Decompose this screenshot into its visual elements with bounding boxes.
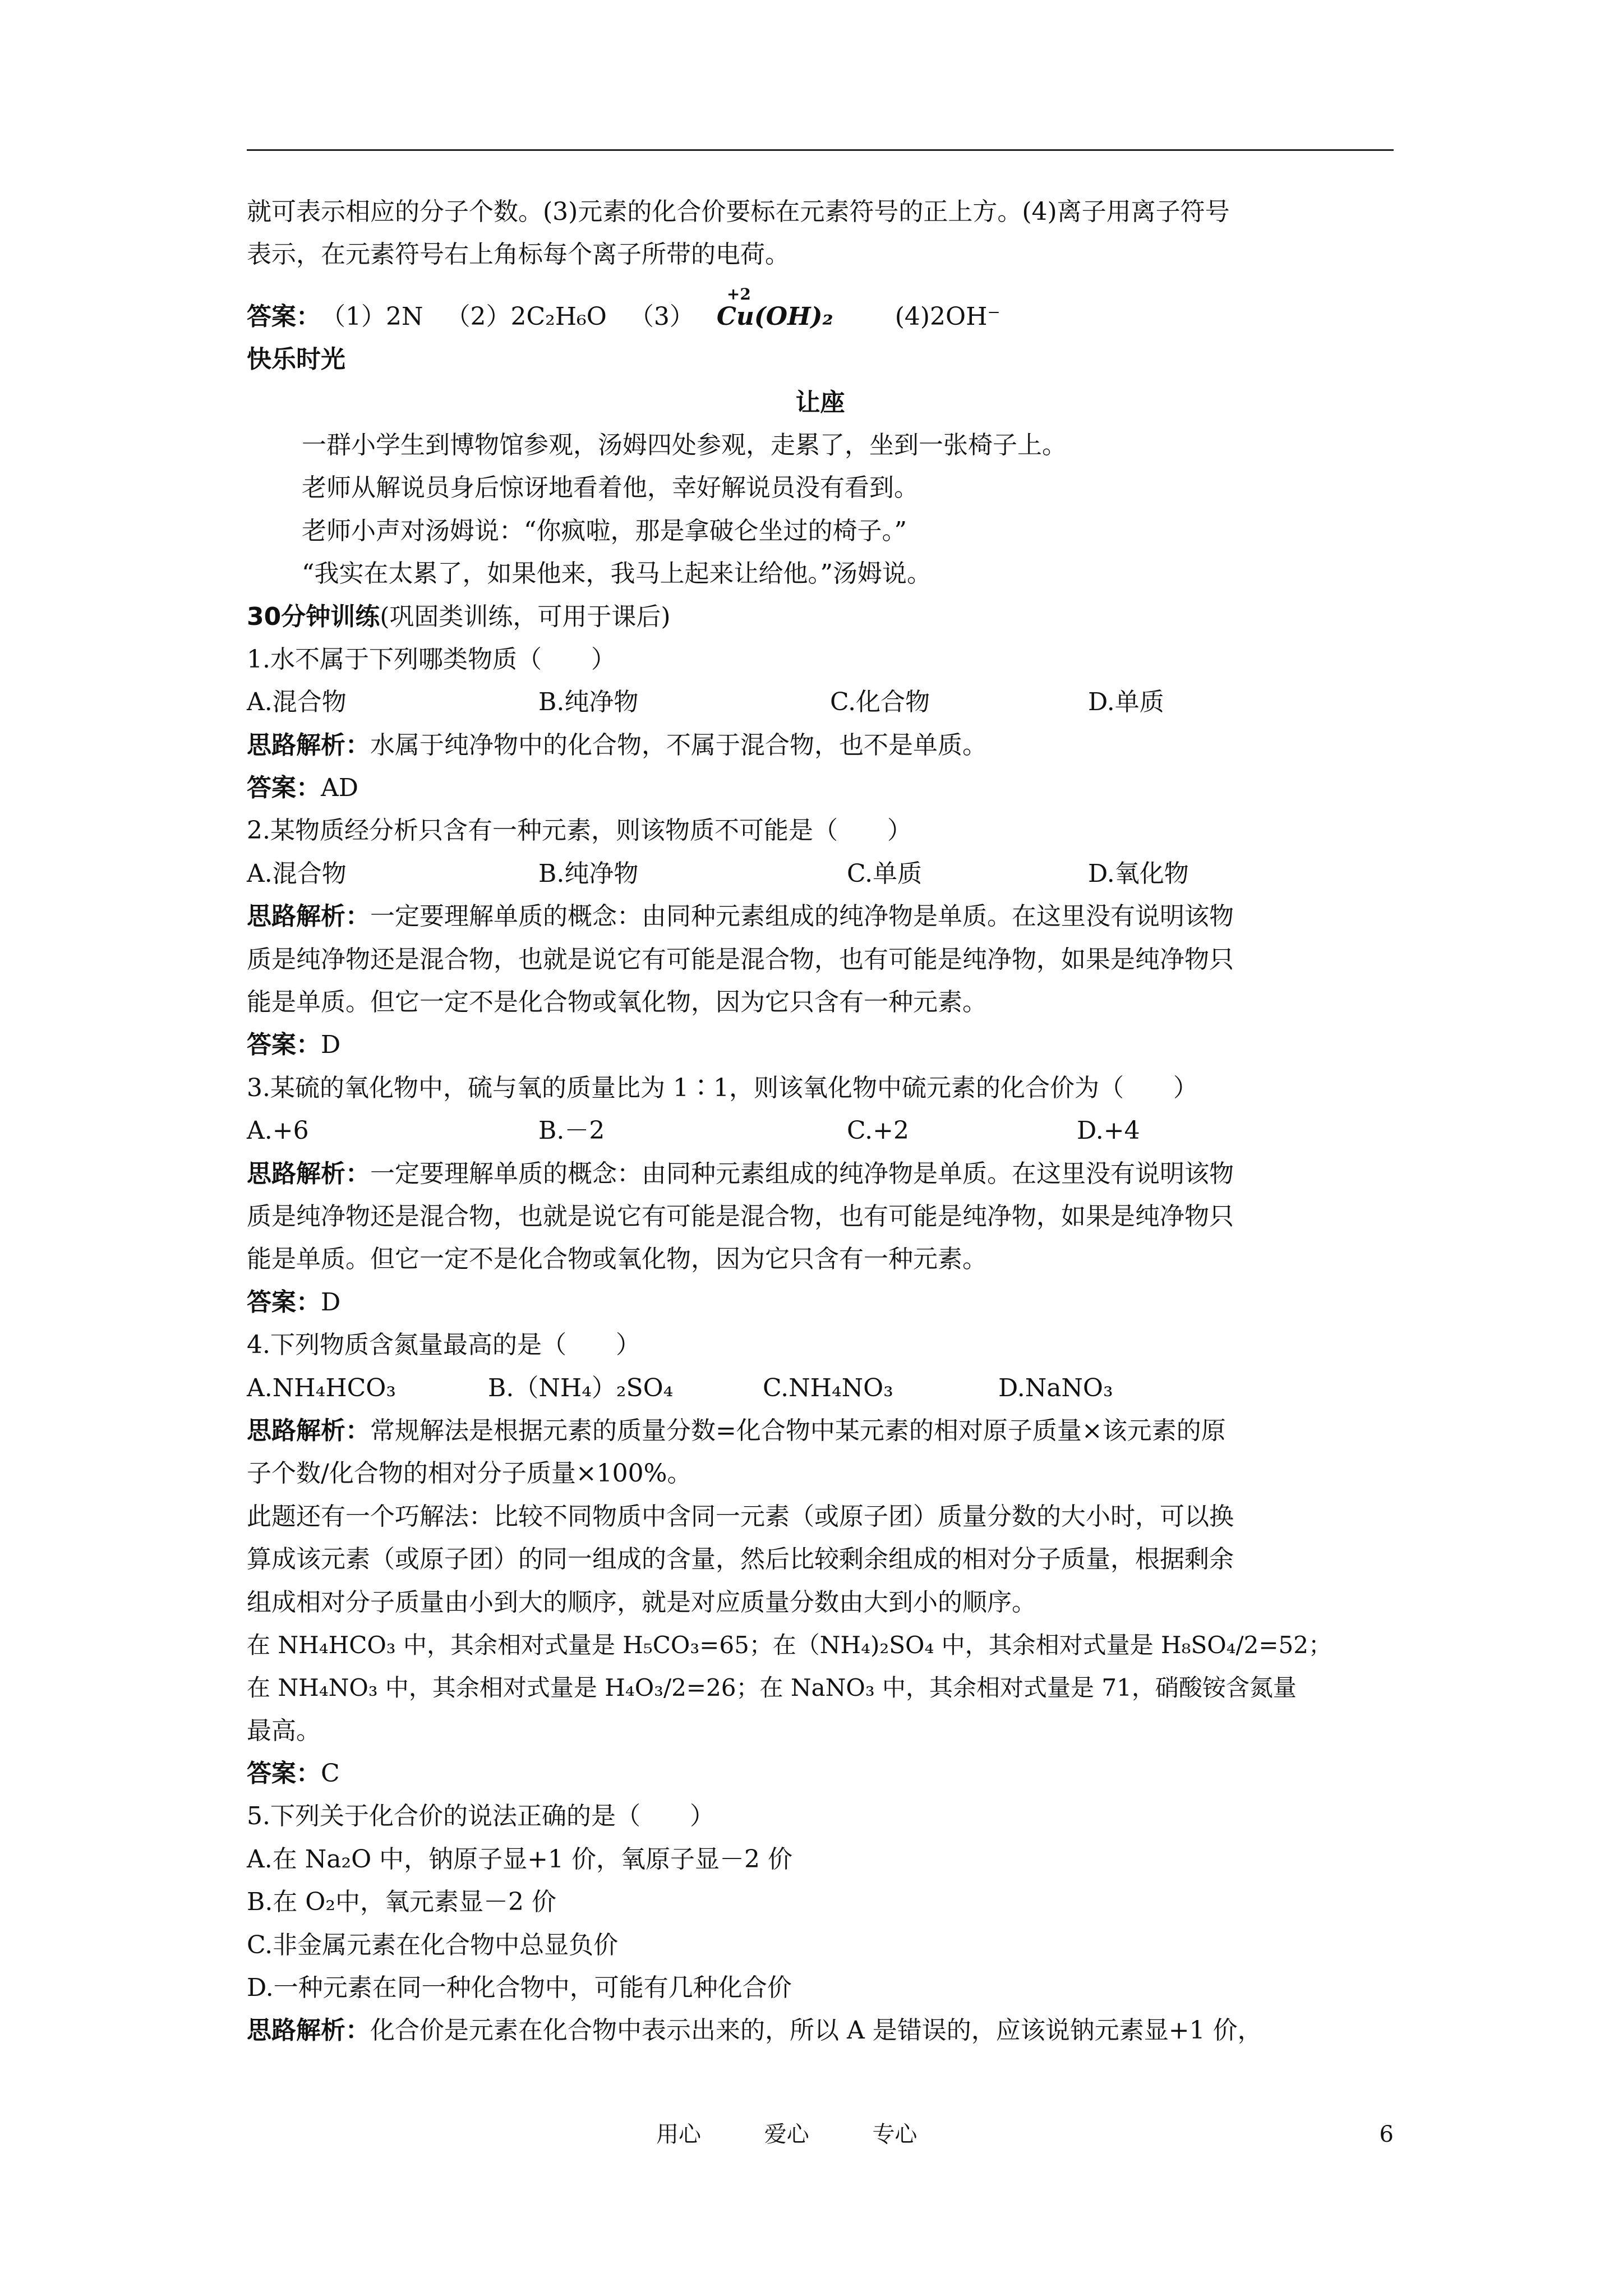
question-5: 5.下列关于化合价的说法正确的是（ ） [247,1802,714,1831]
answer-value: AD [321,774,359,803]
answer-1: （1）2N [321,302,423,331]
text-line: 表示，在元素符号右上角标每个离子所带的电荷。 [247,240,790,269]
header-rule [247,149,1394,151]
answer-label: 答案： [247,1287,321,1317]
answer-3-prefix: （3） [629,302,694,331]
story-line: 老师小声对汤姆说：“你疯啦，那是拿破仑坐过的椅子。” [302,516,907,545]
analysis-label: 思路解析： [247,902,370,931]
training-heading-note: (巩固类训练，可用于课后) [380,602,671,631]
option-a: A.在 Na₂O 中，钠原子显+1 价，氧原子显－2 价 [247,1844,793,1874]
option-c: C.单质 [847,859,923,888]
option-d: D.一种元素在同一种化合物中，可能有几种化合价 [247,1973,792,2003]
analysis-label: 思路解析： [247,1159,370,1188]
answer-label: 答案： [247,1759,321,1788]
answer-line [247,767,1394,809]
answer-4: (4)2OH⁻ [895,302,1000,331]
page-content [247,191,1394,2053]
option-a: A.+6 [247,1116,309,1145]
question-3: 3.某硫的氧化物中，硫与氧的质量比为 1∶1，则该氧化物中硫元素的化合价为（ ） [247,1073,1198,1102]
analysis-line [247,1153,1394,1195]
story-line: 老师从解说员身后惊讶地看着他，幸好解说员没有看到。 [302,473,919,503]
analysis-line [247,2009,1394,2052]
answer-3 [629,284,878,338]
text-line: 最高。 [247,1716,321,1745]
answer-line [247,1024,1394,1066]
text-line: 能是单质。但它一定不是化合物或氧化物，因为它只含有一种元素。 [247,988,987,1017]
answer-value: D [321,1287,341,1317]
footer-motto-3: 专心 [872,2122,917,2147]
question-2: 2.某物质经分析只含有一种元素，则该物质不可能是（ ） [247,816,912,845]
option-a: A.混合物 [247,688,347,717]
analysis-label: 思路解析： [247,2016,370,2045]
text-line: 质是纯净物还是混合物，也就是说它有可能是混合物，也有可能是纯净物，如果是纯净物只 [247,1202,1234,1231]
analysis-text: 化合价是元素在化合物中表示出来的，所以 A 是错误的，应该说钠元素显+1 价， [370,2016,1262,2045]
option-a: A.混合物 [247,859,347,888]
page-number: 6 [1379,2122,1394,2147]
text-line: 组成相对分子质量由小到大的顺序，就是对应质量分数由大到小的顺序。 [247,1588,1036,1617]
calc-line: 在 NH₄HCO₃ 中，其余相对式量是 H₅CO₃=65；在（NH₄)₂SO₄ 中，其余相对式量是 H₈SO₄/2=52； [247,1631,1332,1659]
answer-line [247,1281,1394,1324]
calc-line: 在 NH₄NO₃ 中，其余相对式量是 H₄O₃/2=26；在 NaNO₃ 中，其余相对式量是 71，硝酸铵含氮量 [247,1674,1297,1702]
story-line: “我实在太累了，如果他来，我马上起来让给他。”汤姆说。 [302,559,932,588]
answer-label: 答案： [247,1030,321,1060]
text-line: 能是单质。但它一定不是化合物或氧化物，因为它只含有一种元素。 [247,1245,987,1274]
training-heading [247,596,1394,638]
story-line: 一群小学生到博物馆参观，汤姆四处参观，走累了，坐到一张椅子上。 [302,430,1067,459]
footer-motto [656,2118,973,2151]
answer-row [247,284,1394,338]
answer-label: 答案： [247,302,321,331]
question-4-options [247,1367,1394,1410]
text-line: 此题还有一个巧解法：比较不同物质中含同一元素（或原子团）质量分数的大小时，可以换 [247,1502,1234,1531]
analysis-text: 水属于纯净物中的化合物，不属于混合物，也不是单质。 [370,730,987,760]
option-c: C.NH₄NO₃ [763,1373,893,1402]
answer-2: （2）2C₂H₆O [445,302,607,331]
option-b: B.－2 [538,1116,605,1145]
analysis-text: 常规解法是根据元素的质量分数=化合物中某元素的相对原子质量×该元素的原 [370,1416,1226,1445]
question-1-options [247,681,1394,724]
analysis-line [247,895,1394,938]
section-heading: 快乐时光 [247,345,345,374]
text-line: 子个数/化合物的相对分子质量×100%。 [247,1459,692,1488]
answer-label: 答案： [247,774,321,803]
option-b: B.（NH₄）₂SO₄ [488,1373,674,1402]
question-3-options [247,1110,1394,1152]
question-2-options [247,853,1394,895]
question-1: 1.水不属于下列哪类物质（ ） [247,645,616,674]
option-d: D.+4 [1077,1116,1140,1145]
option-b: B.纯净物 [538,859,639,888]
question-4: 4.下列物质含氮量最高的是（ ） [247,1331,640,1360]
analysis-label: 思路解析： [247,730,370,760]
text-line: 算成该元素（或原子团）的同一组成的含量，然后比较剩余组成的相对分子质量，根据剩余 [247,1545,1234,1574]
analysis-line [247,1410,1394,1452]
footer-motto-2: 爱心 [764,2122,809,2147]
option-b: B.纯净物 [538,688,639,717]
footer-motto-1: 用心 [656,2122,701,2147]
option-d: D.单质 [1088,688,1164,717]
text-line: 就可表示相应的分子个数。(3)元素的化合价要标在元素符号的正上方。(4)离子用离子符号 [247,197,1230,226]
analysis-text: 一定要理解单质的概念：由同种元素组成的纯净物是单质。在这里没有说明该物 [370,1159,1234,1188]
training-heading-bold: 30分钟训练 [247,602,380,631]
option-b: B.在 O₂中，氧元素显－2 价 [247,1888,556,1917]
valence-mark: +2 [726,284,751,303]
analysis-line [247,724,1394,767]
option-a: A.NH₄HCO₃ [247,1373,396,1402]
option-c: C.+2 [847,1116,909,1145]
text-line: 质是纯净物还是混合物，也就是说它有可能是混合物，也有可能是纯净物，如果是纯净物只 [247,945,1234,974]
option-c: C.非金属元素在化合物中总显负价 [247,1930,619,1959]
option-d: D.氧化物 [1088,859,1189,888]
analysis-text: 一定要理解单质的概念：由同种元素组成的纯净物是单质。在这里没有说明该物 [370,902,1234,931]
story-title: 让座 [795,388,845,417]
answer-value: D [321,1030,341,1060]
answer-line [247,1752,1394,1795]
cu-oh2-formula [716,284,856,338]
analysis-label: 思路解析： [247,1416,370,1445]
option-c: C.化合物 [830,688,930,717]
option-d: D.NaNO₃ [998,1373,1113,1402]
answer-value: C [321,1759,340,1788]
formula-text: Cu(OH)₂ [716,302,833,331]
